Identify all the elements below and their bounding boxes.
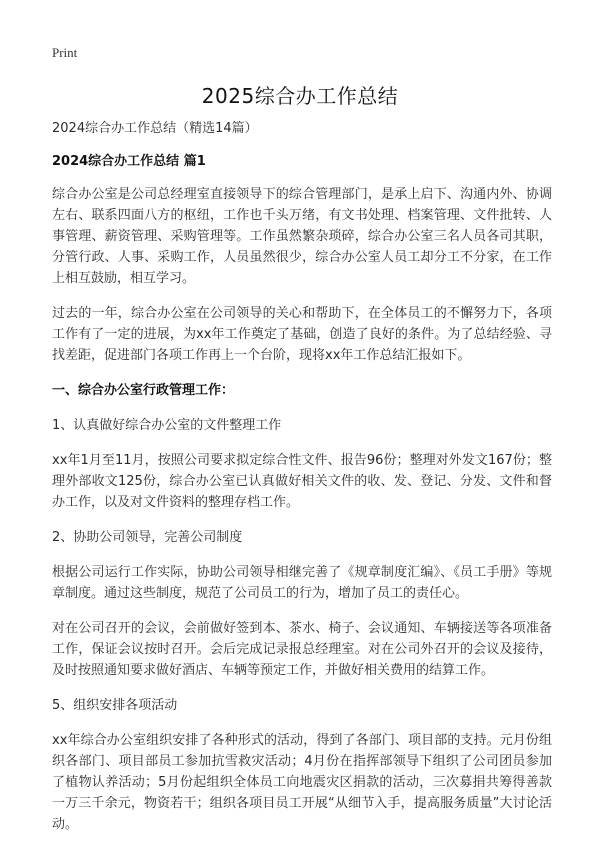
paragraph-document-stats: xx年1月至11月，按照公司要求拟定综合性文件、报告96份；整理对外发文167份；整理外部收文125份，综合办公室已认真做好相关文件的收、发、登记、分发、文件和督办工作，以及对文件资料的整理存档工作。: [52, 453, 552, 510]
paragraph-past-year: 过去的一年，综合办公室在公司领导的关心和帮助下，在全体员工的不懈努力下，各项工作有了一定的进展，为xx年工作奠定了基础，创造了良好的条件。为了总结经验、寻找差距，促进部门各项工作再上一个台阶，现将xx年工作总结汇报如下。: [52, 306, 552, 363]
document-subtitle: 2024综合办工作总结（精选14篇）: [52, 121, 258, 136]
paragraph-activities: xx年综合办公室组织安排了各种形式的活动，得到了各部门、项目部的支持。元月份组织各部门、项目部员工参加抗雪救灾活动；4月份在指挥部领导下组织了公司团员参加了植物认养活动；5月份起组织全体员工向地震灾区捐款的活动，三次募捐共筹得善款一万三千余元，物资若干；组织各项目员工开展“从细节入手，提高服务质量”大讨论活动。: [52, 733, 552, 832]
paragraph-meetings: 对在公司召开的会议，会前做好签到本、茶水、椅子、会议通知、车辆接送等各项准备工作，保证会议按时召开。会后完成记录报总经理室。对在公司外召开的会议及接待，及时按照通知要求做好酒店、车辆等预定工作，并做好相关费用的结算工作。: [52, 621, 552, 678]
paragraph-regulations: 根据公司运行工作实际，协助公司领导相继完善了《规章制度汇编》、《员工手册》等规章制度。通过这些制度，规范了公司员工的行为，增加了员工的责任心。: [52, 565, 552, 601]
article-heading: 2024综合办工作总结 篇1: [52, 154, 206, 169]
section-heading-admin: 一、综合办公室行政管理工作：: [52, 383, 235, 398]
page-title: 2025综合办工作总结: [201, 84, 399, 108]
subheading-document-filing: 1、认真做好综合办公室的文件整理工作: [52, 418, 282, 433]
document-body: [52, 118, 552, 849]
paragraph-intro: 综合办公室是公司总经理室直接领导下的综合管理部门，是承上启下、沟通内外、协调左右、联系四面八方的枢纽，工作也千头万绪，有文书处理、档案管理、文件批转、人事管理、薪资管理、采购管理等。工作虽然繁杂琐碎，综合办公室三名人员各司其职，分管行政、人事、采购工作，人员虽然很少，综合办公室人员工却分工不分家，在工作上相互鼓励，相互学习。: [52, 187, 552, 286]
print-link[interactable]: Print: [52, 45, 78, 60]
subheading-assist-leadership: 2、协助公司领导，完善公司制度: [52, 530, 243, 545]
subheading-activities: 5、组织安排各项活动: [52, 698, 178, 713]
